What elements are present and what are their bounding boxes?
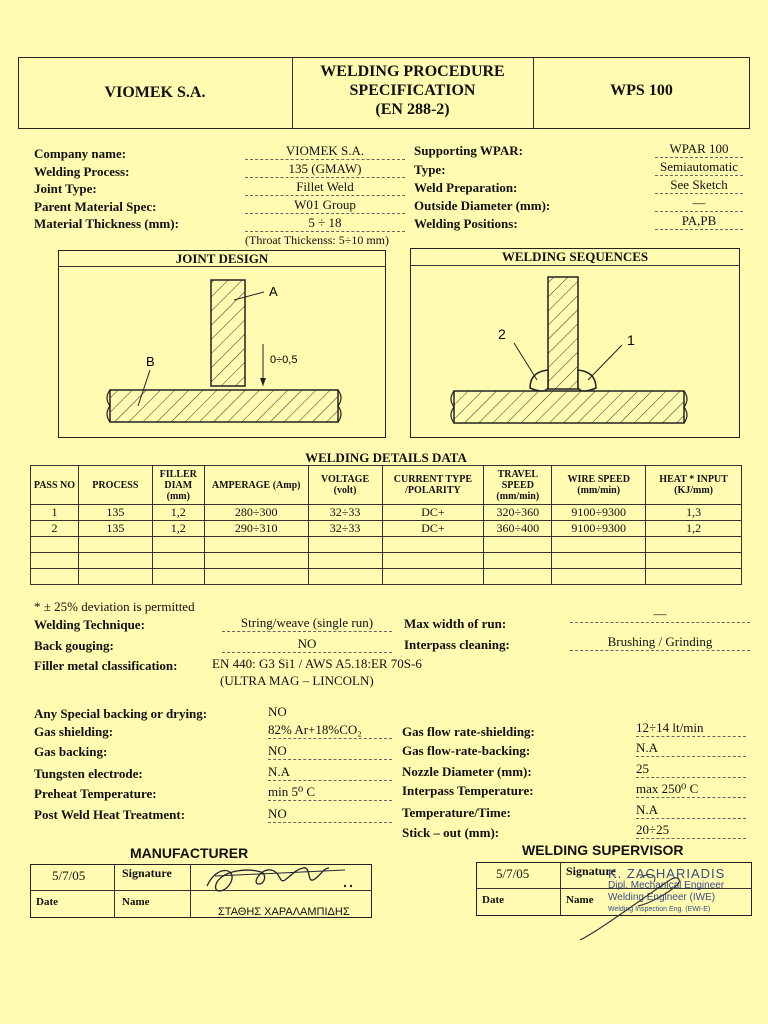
material-thickness-label: Material Thickness (mm): xyxy=(34,216,179,231)
table-cell: 1,2 xyxy=(152,521,204,537)
welding-positions-label: Welding Positions: xyxy=(414,216,518,231)
temperature-time-value: N.A xyxy=(636,802,746,819)
manufacturer-name-label: Name xyxy=(122,896,150,908)
gas-backing-value: NO xyxy=(268,743,392,760)
table-cell: 1,2 xyxy=(646,521,742,537)
title-line-3: (EN 288-2) xyxy=(375,101,450,118)
table-cell: 290÷310 xyxy=(204,521,308,537)
joint-design-sketch xyxy=(58,266,386,438)
label-a: A xyxy=(269,284,278,299)
weld-bead-1 xyxy=(578,370,596,391)
table-row xyxy=(31,505,742,521)
deviation-note: * ± 25% deviation is permitted xyxy=(34,599,195,614)
max-width-label: Max width of run: xyxy=(404,616,507,631)
table-row-empty xyxy=(31,537,742,553)
welding-process-label: Welding Process: xyxy=(34,164,130,179)
material-thickness-value: 5 ÷ 18 xyxy=(245,215,405,232)
welding-process-value: 135 (GMAW) xyxy=(245,161,405,178)
gas-flow-backing-label: Gas flow-rate-backing: xyxy=(402,743,531,758)
table-cell: 360÷400 xyxy=(484,521,552,537)
table-cell: 32÷33 xyxy=(308,505,382,521)
filler-metal-label: Filler metal classification: xyxy=(34,658,178,673)
sequence-label-2: 2 xyxy=(498,326,506,342)
supervisor-name-label: Name xyxy=(566,894,594,906)
table-cell: 135 xyxy=(78,521,152,537)
table-cell: 135 xyxy=(78,505,152,521)
filler-metal-value-1: EN 440: G3 Si1 / AWS A5.18:ER 70S-6 xyxy=(212,656,422,671)
supervisor-signature xyxy=(570,860,720,950)
tungsten-electrode-value: N.A xyxy=(268,764,392,781)
table-cell: 1,3 xyxy=(646,505,742,521)
col-header: WIRE SPEED (mm/min) xyxy=(552,466,646,505)
plate-a xyxy=(211,280,245,386)
stamp-line-2: Dipl. Mechanical Engineer xyxy=(608,880,725,891)
company-name-label: Company name: xyxy=(34,146,127,161)
preheat-temperature-label: Preheat Temperature: xyxy=(34,786,157,801)
table-cell: 9100÷9300 xyxy=(552,505,646,521)
post-weld-heat-label: Post Weld Heat Treatment: xyxy=(34,807,186,822)
label-b: B xyxy=(146,354,155,369)
joint-type-label: Joint Type: xyxy=(34,181,97,196)
welding-technique-label: Welding Technique: xyxy=(34,617,145,632)
plate-b xyxy=(110,390,338,422)
table-cell: 280÷300 xyxy=(204,505,308,521)
company-name-value: VIOMEK S.A. xyxy=(245,143,405,160)
gas-shielding-label: Gas shielding: xyxy=(34,724,114,739)
interpass-temperature-value: max 250⁰ C xyxy=(636,781,746,798)
parent-material-value: W01 Group xyxy=(245,197,405,214)
gas-shielding-value: 82% Ar+18%CO₂ xyxy=(268,722,392,739)
preheat-temperature-value: min 5⁰ C xyxy=(268,784,392,801)
welding-details-title: WELDING DETAILS DATA xyxy=(305,450,467,465)
col-header: CURRENT TYPE /POLARITY xyxy=(382,466,484,505)
manufacturer-title: MANUFACTURER xyxy=(130,845,249,861)
company-title: VIOMEK S.A. xyxy=(104,84,206,101)
back-gouging-label: Back gouging: xyxy=(34,638,114,653)
welding-sequences-sketch xyxy=(410,265,740,438)
type-value: Semiautomatic xyxy=(655,159,743,176)
post-weld-heat-value: NO xyxy=(268,806,392,823)
table-cell: 320÷360 xyxy=(484,505,552,521)
title-line-2: SPECIFICATION xyxy=(349,82,476,99)
back-gouging-value: NO xyxy=(222,636,392,653)
manufacturer-date-value: 5/7/05 xyxy=(52,868,86,883)
supporting-wpar-label: Supporting WPAR: xyxy=(414,143,523,158)
supervisor-signature-label: Signature xyxy=(566,864,616,878)
table-row-empty xyxy=(31,553,742,569)
col-header: FILLER DIAM (mm) xyxy=(152,466,204,505)
supervisor-date-value: 5/7/05 xyxy=(496,866,530,881)
gas-backing-label: Gas backing: xyxy=(34,744,108,759)
stick-out-label: Stick – out (mm): xyxy=(402,825,500,840)
col-header: PROCESS xyxy=(78,466,152,505)
col-header: PASS NO xyxy=(31,466,79,505)
weld-preparation-value: See Sketch xyxy=(655,177,743,194)
table-cell: 9100÷9300 xyxy=(552,521,646,537)
tungsten-electrode-label: Tungsten electrode: xyxy=(34,766,143,781)
table-cell: 2 xyxy=(31,521,79,537)
manufacturer-date-label: Date xyxy=(36,896,58,908)
supervisor-title: WELDING SUPERVISOR xyxy=(522,842,684,858)
stamp-line-3: Welding Engineer (IWE) xyxy=(608,892,716,903)
welding-positions-value: PA,PB xyxy=(655,213,743,230)
outside-diameter-label: Outside Diameter (mm): xyxy=(414,198,551,213)
table-cell: DC+ xyxy=(382,505,484,521)
table-cell: DC+ xyxy=(382,521,484,537)
table-row xyxy=(31,521,742,537)
stamp-line-1: K. ZACHARIADIS xyxy=(608,866,726,881)
welding-technique-value: String/weave (single run) xyxy=(222,615,392,632)
type-label: Type: xyxy=(414,162,446,177)
joint-type-value: Fillet Weld xyxy=(245,179,405,196)
manufacturer-signature-label: Signature xyxy=(122,866,172,880)
supporting-wpar-value: WPAR 100 xyxy=(655,141,743,158)
gas-flow-shielding-label: Gas flow rate-shielding: xyxy=(402,724,535,739)
table-cell: 32÷33 xyxy=(308,521,382,537)
joint-design-title: JOINT DESIGN xyxy=(175,251,269,266)
welding-sequences-title: WELDING SEQUENCES xyxy=(501,249,649,264)
nozzle-diameter-value: 25 xyxy=(636,761,746,778)
stamp-line-4: Welding Inspection Eng. (EWI-E) xyxy=(608,906,711,913)
col-header: TRAVEL SPEED (mm/min) xyxy=(484,466,552,505)
supervisor-date-label: Date xyxy=(482,894,504,906)
document-title xyxy=(292,62,533,119)
interpass-cleaning-label: Interpass cleaning: xyxy=(404,637,510,652)
max-width-value: — xyxy=(570,606,750,623)
gas-flow-backing-value: N.A xyxy=(636,740,746,757)
outside-diameter-value: — xyxy=(655,195,743,212)
col-header: HEAT * INPUT (KJ/mm) xyxy=(646,466,742,505)
special-backing-value: NO xyxy=(268,704,287,719)
interpass-cleaning-value: Brushing / Grinding xyxy=(570,634,750,651)
interpass-temperature-label: Interpass Temperature: xyxy=(402,783,534,798)
filler-metal-value-2: (ULTRA MAG – LINCOLN) xyxy=(220,673,374,688)
col-header: AMPERAGE (Amp) xyxy=(204,466,308,505)
manufacturer-signature xyxy=(195,856,365,900)
stick-out-value: 20÷25 xyxy=(636,822,746,839)
gap-label: 0÷0,5 xyxy=(270,354,298,366)
col-header: VOLTAGE (volt) xyxy=(308,466,382,505)
parent-material-label: Parent Material Spec: xyxy=(34,199,157,214)
weld-preparation-label: Weld Preparation: xyxy=(414,180,518,195)
title-line-1: WELDING PROCEDURE xyxy=(320,63,505,80)
table-row-empty xyxy=(31,569,742,585)
table-cell: 1,2 xyxy=(152,505,204,521)
table-cell: 1 xyxy=(31,505,79,521)
sequence-label-1: 1 xyxy=(627,332,635,348)
welding-details-table xyxy=(30,465,742,585)
table-header-row xyxy=(31,466,742,505)
gas-flow-shielding-value: 12÷14 lt/min xyxy=(636,720,746,737)
nozzle-diameter-label: Nozzle Diameter (mm): xyxy=(402,764,532,779)
special-backing-label: Any Special backing or drying: xyxy=(34,706,208,721)
wps-number: WPS 100 xyxy=(610,82,673,99)
temperature-time-label: Temperature/Time: xyxy=(402,805,511,820)
manufacturer-name-value: ΣΤΑΘΗΣ ΧΑΡΑΛΑΜΠΙΔΗΣ xyxy=(218,906,350,918)
throat-note: (Throat Thickenss: 5÷10 mm) xyxy=(245,233,390,247)
